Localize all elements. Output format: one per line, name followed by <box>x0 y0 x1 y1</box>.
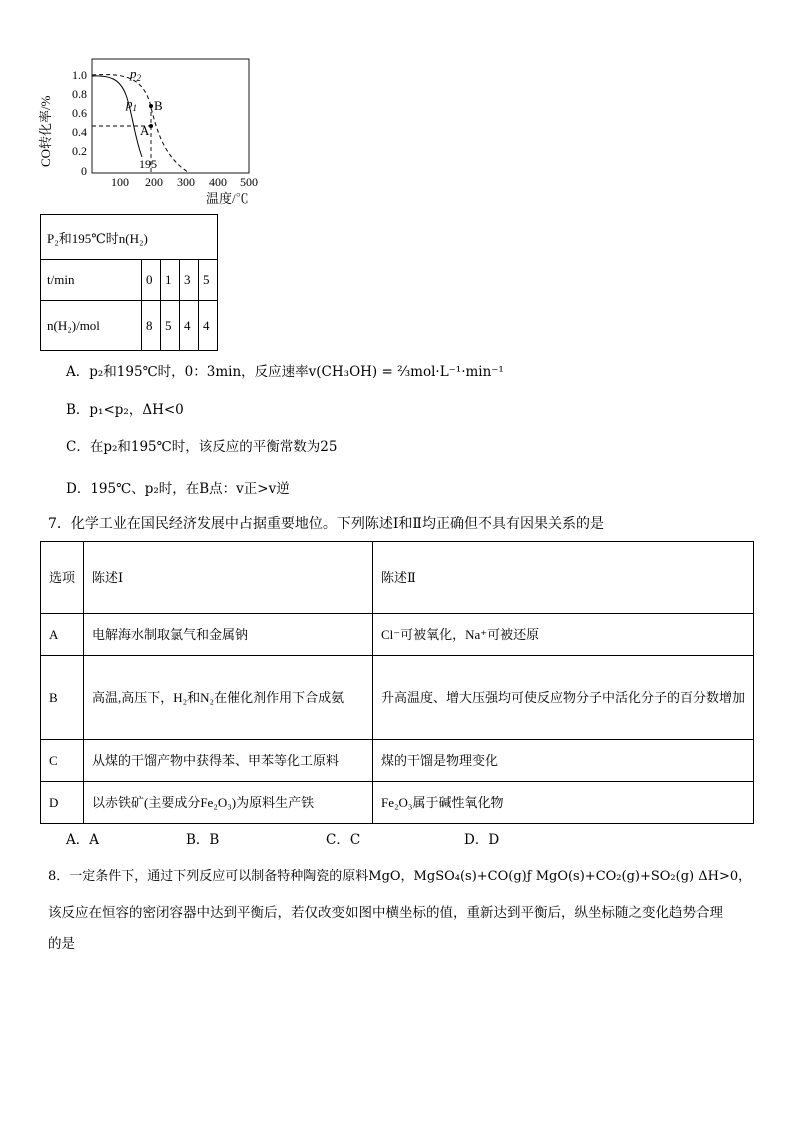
x-tick: 200 <box>145 175 163 189</box>
y-tick: 0 <box>81 164 87 178</box>
q8-line-1: 8．一定条件下，通过下列反应可以制备特种陶瓷的原料MgO，MgSO₄(s)+CO(g)ƒ MgO(s)+CO₂(g)+SO₂(g) ΔH>0， <box>48 869 752 884</box>
q7-choice-b[interactable]: B．B <box>186 832 220 848</box>
point-a-label: A <box>140 123 150 138</box>
y-tick: 0.4 <box>72 125 87 139</box>
h2-cell: 4 <box>199 301 218 351</box>
time-cell: 0 <box>142 260 161 301</box>
q7-choice-c[interactable]: C．C <box>326 832 361 848</box>
row-statement-2: Cl⁻可被氧化，Na⁺可被还原 <box>373 614 754 656</box>
h2-cell: 8 <box>142 301 161 351</box>
row-h2-label: n(H₂)/mol <box>41 301 142 351</box>
x-tick: 100 <box>111 175 129 189</box>
q7-stem: 7．化学工业在国民经济发展中占据重要地位。下列陈述Ⅰ和Ⅱ均正确但不具有因果关系的是 <box>48 516 604 532</box>
h2-cell: 5 <box>161 301 180 351</box>
row-statement-1: 高温,高压下，H₂和N₂在催化剂作用下合成氨 <box>84 656 373 740</box>
time-cell: 5 <box>199 260 218 301</box>
curve-p1-label: $p_1$ <box>126 96 137 113</box>
q8-line-2: 该反应在恒容的密闭容器中达到平衡后，若仅改变如图中横坐标的值，重新达到平衡后，纵坐标随之变化趋势合理 <box>48 905 723 921</box>
q7-choices <box>66 830 499 850</box>
y-axis-label: CO转化率/% <box>38 95 53 167</box>
curve-p2-label: $p_2$ <box>130 66 141 83</box>
row-statement-2: 升高温度、增大压强均可使反应物分子中活化分子的百分数增加 <box>373 656 754 740</box>
time-cell: 1 <box>161 260 180 301</box>
time-cell: 3 <box>180 260 199 301</box>
q8-line-3: 的是 <box>48 936 75 952</box>
q7-choice-d[interactable]: D．D <box>464 832 500 848</box>
point-b-label: B <box>154 98 163 113</box>
point-b-marker <box>149 104 153 108</box>
y-tick: 0.2 <box>72 144 87 158</box>
x-axis-label: 温度/℃ <box>206 191 249 206</box>
header-statement-2: 陈述Ⅱ <box>373 542 754 614</box>
row-statement-2: Fe₂O₃属于碱性氧化物 <box>373 782 754 824</box>
row-statement-2: 煤的干馏是物理变化 <box>373 740 754 782</box>
q6-option-a: A．p₂和195℃时，0：3min，反应速率v(CH₃OH) = ⅔mol·L⁻¹·min⁻¹ <box>66 364 504 380</box>
x-tick: 500 <box>240 175 258 189</box>
row-statement-1: 电解海水制取氯气和金属钠 <box>84 614 373 656</box>
row-option: C <box>41 740 84 782</box>
y-tick: 0.8 <box>72 87 87 101</box>
q7-statement-table <box>40 541 754 824</box>
header-statement-1: 陈述Ⅰ <box>84 542 373 614</box>
row-time-label: t/min <box>41 260 142 301</box>
h2-cell: 4 <box>180 301 199 351</box>
q6-option-d: D．195℃、p₂时，在B点：v正>v逆 <box>66 481 290 497</box>
conversion-vs-temperature-chart <box>38 55 268 210</box>
q6-option-b: B．p₁<p₂，ΔH<0 <box>66 402 184 418</box>
header-option: 选项 <box>41 542 84 614</box>
row-option: D <box>41 782 84 824</box>
row-statement-1: 以赤铁矿(主要成分Fe₂O₃)为原料生产铁 <box>84 782 373 824</box>
y-tick: 0.6 <box>72 106 87 120</box>
curve-p1 <box>92 76 142 157</box>
temperature-195-label: 195 <box>139 157 157 171</box>
h2-amount-table <box>40 214 218 351</box>
x-tick: 300 <box>177 175 195 189</box>
row-option: B <box>41 656 84 740</box>
point-a-marker <box>149 124 153 128</box>
x-tick: 400 <box>209 175 227 189</box>
y-tick: 1.0 <box>72 68 87 82</box>
table1-title: P₂和195℃时n(H₂) <box>41 215 218 260</box>
q6-option-c: C．在p₂和195℃时，该反应的平衡常数为25 <box>66 439 338 455</box>
row-statement-1: 从煤的干馏产物中获得苯、甲苯等化工原料 <box>84 740 373 782</box>
row-option: A <box>41 614 84 656</box>
q7-choice-a[interactable]: A．A <box>66 832 99 848</box>
